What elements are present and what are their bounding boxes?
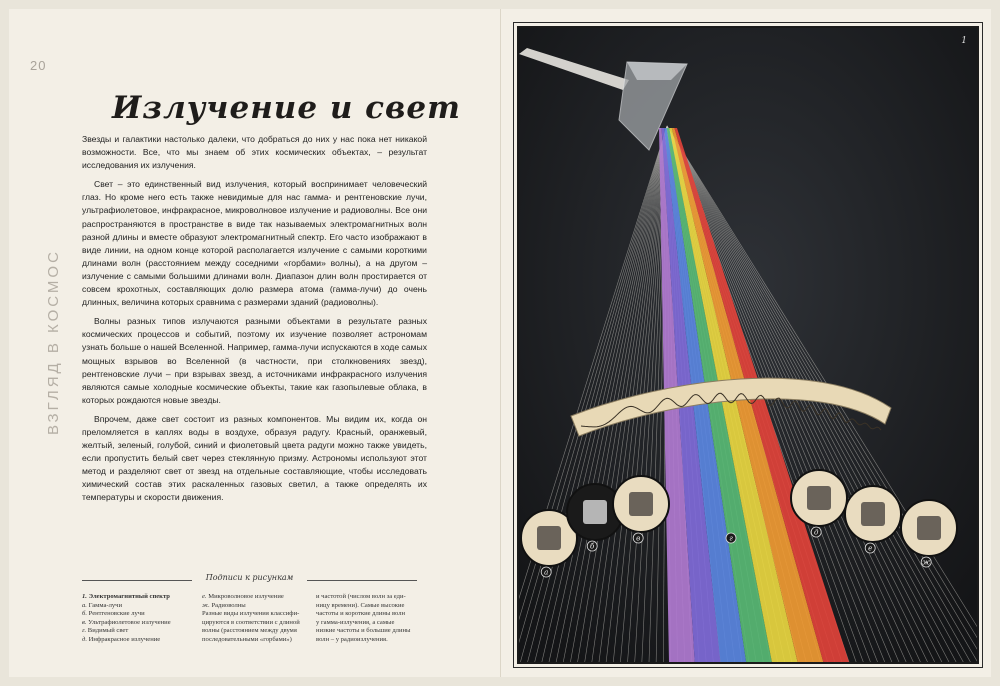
icon-label: ж	[922, 558, 931, 567]
caption-item	[202, 627, 310, 636]
caption-text: Рентгеновские лучи	[88, 610, 145, 618]
caption-text: Разные виды излучения классифи-	[202, 610, 300, 618]
caption-marker: в.	[82, 618, 89, 626]
captions-column-3	[316, 593, 420, 645]
caption-text: волны (расстоянием между двумя	[202, 627, 297, 635]
caption-item	[202, 610, 310, 619]
captions-column-2	[202, 593, 310, 645]
paragraph-4: Впрочем, даже свет состоит из разных компонентов. Мы видим их, когда он преломляется в каплях воды в воздухе, образуя радугу. Красный, оранжевый, желтый, зеленый, голубой, синий и фиолетовый цвета радуги можно также увидеть, если пропустить белый свет через стеклянную призму. Астрономы используют этот метод и разделяют свет от звезд на отдельные составляющие, чтобы исследовать химический состав этих раскаленных газовых светил, а также определять их температуры и скорости движения.	[82, 413, 427, 503]
paragraph-2: Свет – это единственный вид излучения, который воспринимает человеческий глаз. Но кроме него есть также невидимые для нас гамма- и рентгеновские лучи, ультрафиолетовое, инфракрасное, микроволновое излучение и радиоволны. Все они распространяются в пространстве в виде так называемых электромагнитных волн разной длины и вместе образуют электромагнитный спектр. Его часто изображают в виде линии, на одном конце которой располагается излучение с самыми короткими длинами волн (расстоянием между соседними «горбами» волны), а на другом – излучение с самыми большими длинами волн. Диапазон длин волн простирается от совсем крохотных, составляющих долю размера атома (гамма-лучи) до очень длинных, величина которых сравнима с размерами зданий (радиоволны).	[82, 179, 427, 308]
caption-marker: ж.	[202, 601, 212, 609]
caption-item	[202, 636, 310, 645]
divider	[307, 580, 417, 581]
icon-label: б	[590, 542, 595, 551]
icon-label: г	[729, 534, 733, 543]
caption-text: частоты и короткие длины волн	[316, 610, 406, 618]
caption-text: Радиоволны	[211, 601, 246, 609]
caption-item	[82, 627, 194, 636]
spectrum-drawing	[519, 28, 977, 662]
page-title: Излучение и свет	[112, 90, 461, 126]
caption-marker: б.	[82, 610, 89, 618]
caption-marker: е.	[202, 593, 209, 600]
captions-heading	[82, 573, 417, 587]
caption-text: Электромагнитный спектр	[88, 593, 170, 600]
caption-text: и частотой (числом волн за еди-	[316, 593, 406, 600]
body-text	[82, 133, 427, 505]
section-side-title: ВЗГЛЯД В КОСМОС	[45, 249, 62, 435]
caption-item	[202, 619, 310, 628]
caption-text: Инфракрасное излучение	[88, 635, 161, 643]
icon-glyph	[861, 502, 885, 526]
icon-glyph	[629, 492, 653, 516]
caption-item	[202, 593, 310, 602]
caption-text: Микроволновое излучение	[208, 593, 284, 600]
caption-text: Видимый свет	[87, 627, 129, 635]
caption-text: ницу времени). Самые высокие	[316, 601, 405, 609]
gutter	[500, 9, 501, 677]
icon-glyph	[807, 486, 831, 510]
caption-text: Гамма-лучи	[88, 601, 123, 609]
caption-item	[82, 593, 194, 602]
caption-item	[82, 602, 194, 611]
caption-text: волн – у радиоизлучения.	[316, 635, 388, 643]
caption-item	[82, 610, 194, 619]
icon-glyph	[537, 526, 561, 550]
caption-marker: д.	[82, 635, 89, 643]
icon-label: а	[544, 568, 549, 577]
figure-number: 1	[961, 36, 967, 46]
caption-text: у гамма-излучения, а самые	[316, 618, 395, 626]
visible-light-marker	[726, 533, 736, 543]
icon-label: е	[868, 544, 873, 553]
paragraph-1: Звезды и галактики настолько далеки, что добраться до них у нас пока нет никакой возможности. Все, что мы знаем об этих космических объектах, – результат исследования их излучения.	[82, 134, 427, 171]
caption-item	[202, 602, 310, 611]
caption-marker: г.	[82, 627, 88, 635]
caption-item	[82, 636, 194, 645]
caption-marker: а.	[82, 601, 89, 609]
paragraph-3: Волны разных типов излучаются разными объектами в результате разных космических процессов и событий, поэтому их изучение позволяет астрономам узнать больше о нашей Вселенной. Например, гамма-лучи испускаются в ходе самых мощных взрывов во Вселенной (в частности, при столкновениях звезд), рентгеновские лучи – при взрывах звезд, а источниками инфракрасного излучения являются самые холодные космические объекты, такие как газопылевые облака, в которых рождаются новые звезды.	[82, 316, 427, 405]
icon-glyph	[917, 516, 941, 540]
captions-column-1	[82, 593, 194, 645]
caption-marker: 1.	[82, 593, 89, 600]
icon-label: д	[813, 528, 819, 537]
caption-text: низкие частоты и большие длины	[316, 627, 411, 635]
captions-heading-label: Подписи к рисункам	[205, 573, 294, 582]
caption-item	[82, 619, 194, 628]
caption-text: Ультрафиолетовое излучение	[88, 618, 171, 626]
caption-text: последовательными «горбами»)	[202, 635, 292, 643]
icon-label: в	[636, 534, 641, 543]
page-number: 20	[30, 58, 47, 73]
icon-glyph	[583, 500, 607, 524]
caption-text: цируются в соответствии с длиной	[202, 618, 300, 626]
spectrum-illustration	[517, 26, 979, 664]
